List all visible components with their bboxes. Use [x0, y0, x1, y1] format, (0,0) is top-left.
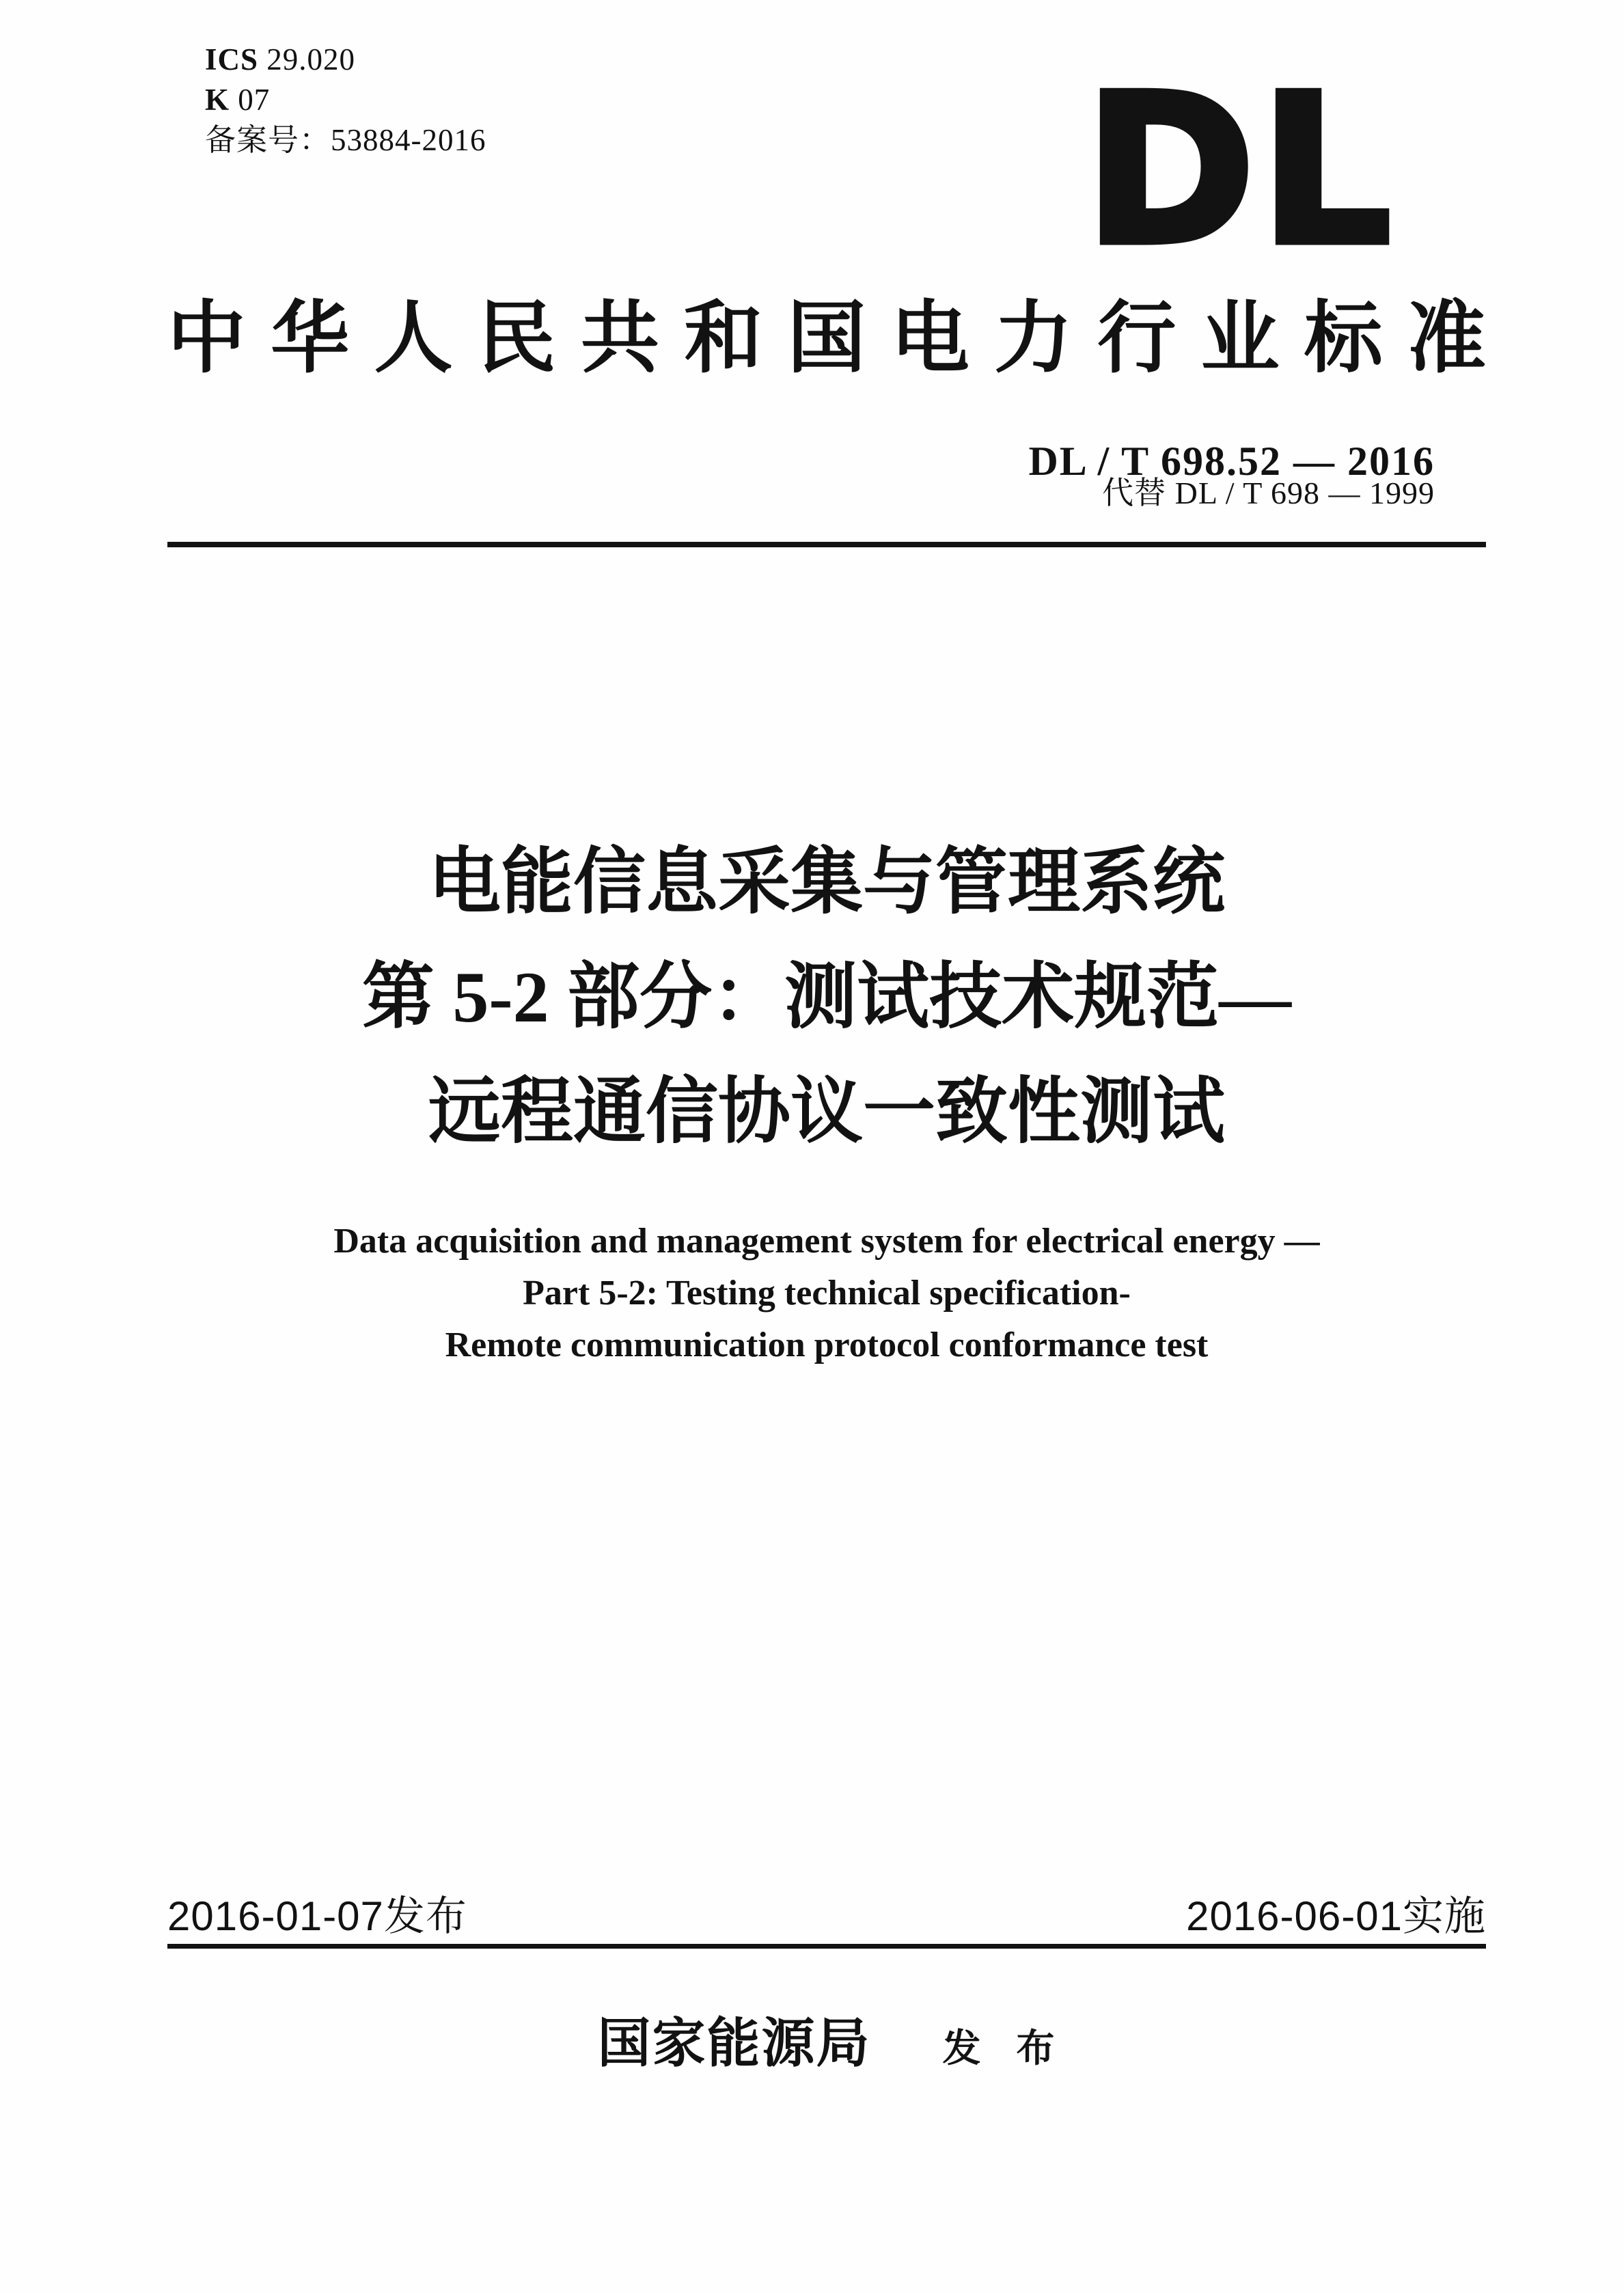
standard-code: DL / T 698.52 — 2016 — [1028, 439, 1435, 484]
record-value: 53884-2016 — [331, 123, 486, 157]
class-value: 07 — [238, 83, 271, 117]
cn-title-line-1: 电能信息采集与管理系统 — [428, 842, 1225, 922]
record-label: 备案号： — [205, 123, 331, 157]
en-title-block — [167, 1216, 1486, 1371]
en-title-line-3: Remote communication protocol conformance test — [445, 1326, 1209, 1364]
publisher-name: 国家能源局 — [597, 2014, 871, 2073]
masthead-ics-block — [205, 40, 486, 161]
publish-action: 发 布 — [942, 2028, 1056, 2070]
publisher-row — [167, 2014, 1486, 2073]
standard-title: 中华人民共和国电力行业标准 — [167, 295, 1486, 382]
standard-replaces: 代替 DL / T 698 — 1999 — [1102, 476, 1435, 510]
en-title-line-1: Data acquisition and management system for electrical energy — — [333, 1222, 1320, 1261]
implement-date-value: 2016-06-01 — [1186, 1893, 1403, 1939]
issue-date-suffix: 发布 — [383, 1893, 467, 1939]
ics-line — [205, 40, 486, 80]
issue-date-value: 2016-01-07 — [167, 1893, 384, 1939]
en-title-line-2: Part 5-2: Testing technical specification- — [523, 1274, 1131, 1313]
class-label: K — [205, 83, 230, 117]
implement-date — [1186, 1893, 1486, 1939]
dates-rule — [167, 1944, 1486, 1949]
ics-label: ICS — [205, 42, 259, 77]
cn-title-block — [167, 825, 1486, 1170]
ics-value: 29.020 — [266, 42, 356, 77]
header-rule — [167, 542, 1486, 547]
dates-row — [167, 1893, 1486, 1939]
classification-line — [205, 80, 486, 120]
cn-title-line-2: 第 5-2 部分：测试技术规范— — [361, 957, 1292, 1037]
record-number-line — [205, 120, 486, 161]
implement-date-suffix: 实施 — [1403, 1893, 1486, 1939]
cn-title-line-3: 远程通信协议一致性测试 — [428, 1072, 1225, 1152]
issue-date — [167, 1893, 467, 1939]
dl-logo: DL — [1084, 51, 1396, 290]
